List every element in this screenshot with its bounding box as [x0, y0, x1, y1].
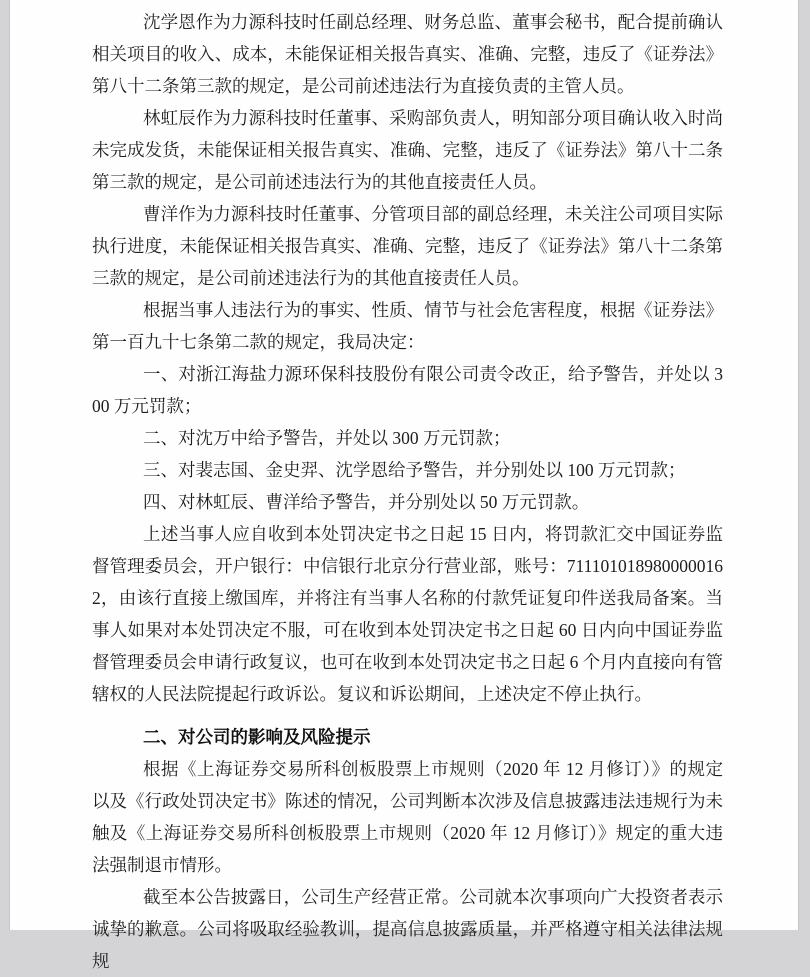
paragraph-penalty-item-3: 三、对裴志国、金史羿、沈学恩给予警告，并分别处以 100 万元罚款；	[143, 460, 686, 480]
document-page	[9, 0, 799, 971]
paragraph-penalty-item-2: 二、对沈万中给予警告，并处以 300 万元罚款；	[143, 428, 511, 448]
paragraph-responsibility-shenxueen: 沈学恩作为力源科技时任副总经理、财务总监、董事会秘书，配合提前确认相关项目的收入、成本，未能保证相关报告真实、准确、完整，违反了《证券法》第八十二条第三款的规定，是公司前述违法行为直接负责的主管人员。	[92, 12, 723, 96]
paragraph-responsibility-linhongchen: 林虹辰作为力源科技时任董事、采购部负责人，明知部分项目确认收入时尚未完成发货，未能保证相关报告真实、准确、完整，违反了《证券法》第八十二条第三款的规定，是公司前述违法行为的其他直接责任人员。	[92, 108, 723, 192]
paragraph-responsibility-caoyang: 曹洋作为力源科技时任董事、分管项目部的副总经理，未关注公司项目实际执行进度，未能保证相关报告真实、准确、完整，违反了《证券法》第八十二条第三款的规定，是公司前述违法行为的其他直接责任人员。	[92, 204, 723, 288]
paragraph-delisting-judgement: 根据《上海证券交易所科创板股票上市规则（2020 年 12 月修订）》的规定以及《行政处罚决定书》陈述的情况，公司判断本次涉及信息披露违法违规行为未触及《上海证券交易所科创板股票上市规则（2020 年 12 月修订）》规定的重大违法强制退市情形。	[92, 759, 723, 875]
paragraph-apology: 截至本公告披露日，公司生产经营正常。公司就本次事项向广大投资者表示诚挚的歉意。公司将吸取经验教训，提高信息披露质量，并严格遵守相关法律法规规	[92, 887, 723, 971]
paragraph-decision-intro: 根据当事人违法行为的事实、性质、情节与社会危害程度，根据《证券法》第一百九十七条第二款的规定，我局决定：	[92, 300, 723, 352]
paragraph-penalty-item-4: 四、对林虹辰、曹洋给予警告，并分别处以 50 万元罚款。	[143, 492, 590, 512]
paragraph-penalty-item-1: 一、对浙江海盐力源环保科技股份有限公司责令改正，给予警告，并处以 300 万元罚款；	[92, 364, 723, 416]
section-heading-impact-risk: 二、对公司的影响及风险提示	[143, 727, 371, 747]
paragraph-payment-instructions: 上述当事人应自收到本处罚决定书之日起 15 日内，将罚款汇交中国证券监督管理委员会，开户银行：中信银行北京分行营业部，账号：7111010189800000162，由该行直接上缴国库，并将注有当事人名称的付款凭证复印件送我局备案。当事人如果对本处罚决定不服，可在收到本处罚决定书之日起 60 日内向中国证券监督管理委员会申请行政复议，也可在收到本处罚决定书之日起 6 个月内直接向有管辖权的人民法院提起行政诉讼。复议和诉讼期间，上述决定不停止执行。	[92, 524, 723, 704]
